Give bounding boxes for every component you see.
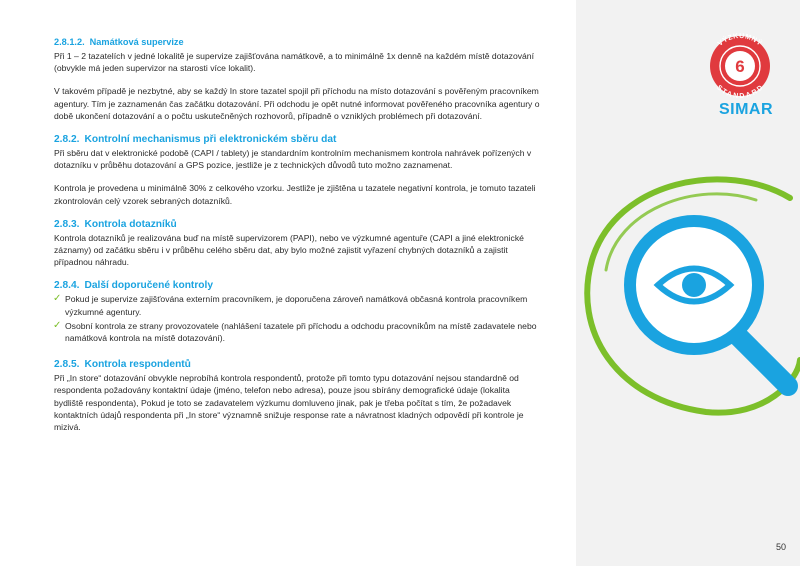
checkmark-icon: ✓ — [53, 319, 62, 331]
section-dalsi-kontroly — [54, 279, 540, 344]
badge-top-text: VÝZKUMNÝ — [716, 32, 764, 48]
page-number: 50 — [775, 542, 786, 552]
section-heading — [54, 279, 540, 292]
section-title: Namátková supervize — [89, 37, 184, 47]
brand-logo-text: SIMAR — [718, 101, 774, 118]
list-item-text: Pokud je supervize zajišťována externím pracovníkem, je doporučena zároveň namátková občasná kontrola pracovníkem výzkumné agentury. — [65, 294, 528, 317]
standard-badge — [700, 28, 780, 100]
section-heading — [54, 36, 540, 49]
paragraph: V takovém případě je nezbytné, aby se každý In store tazatel spojil při příchodu na místo dotazování s pověřeným pracovníkem agentury. Tím je zaznamenán čas začátku dotazování. Při odchodu je opět nutné informovat pověřeného pracovníka agentury o době ukončení dotazování a o počtu uskutečněných rozhovorů, případně o vzniklých problémech při dotazování. — [54, 86, 540, 121]
section-kontrolni-mechanismus — [54, 133, 540, 207]
section-namatkova-supervize — [54, 36, 540, 122]
badge-number: 6 — [735, 57, 745, 76]
list-item-text: Osobní kontrola ze strany provozovatele (nahlášení tazatele při příchodu a odchodu pracovníkům na místě zadavatele nebo namátková kontrola na místě dotazování). — [65, 320, 537, 344]
section-number: 2.8.4. — [54, 280, 80, 292]
paragraph: Kontrola je provedena u minimálně 30% z celkového vzorku. Jestliže je zjištěna u tazatele negativní kontrola, je tomuto tazateli zkontrolován celý vzorek sebraných dotazníků. — [54, 183, 536, 206]
section-number: 2.8.3. — [54, 218, 80, 230]
section-kontrola-dotazniku — [54, 218, 540, 269]
checkmark-icon: ✓ — [53, 293, 62, 305]
section-title: Kontrolní mechanismus při elektronickém sběru dat — [84, 134, 337, 146]
list-item — [54, 320, 540, 344]
paragraph: Při sběru dat v elektronické podobě (CAPI / tablety) je standardním kontrolním mechanismem kontrola nahrávek pořízených v dotazníku v průběhu dotazování a GPS pozice, jestliže je z technických důvodů tuto možno zaznamenat. — [54, 148, 532, 171]
list-item — [54, 293, 540, 317]
paragraph: Kontrola dotazníků je realizována buď na místě supervizorem (PAPI), nebo ve výzkumné agentuře (CAPI a jiné elektronické záznamy) od začátku sběru i v průběhu celého sběru dat, aby bylo možné zajistit vyřazení chybných dotazníků a zajistit případnou náhradu. — [54, 232, 524, 268]
paragraph: Při „In store“ dotazování obvykle neprobíhá kontrola respondentů, protože při tomto typu dotazování nejsou standardně od respondenta požadovány kontaktní údaje (jméno, telefon nebo adresa), pouze jsou sbírány demografické údaje (lokalita bydliště respondenta), Pokud je toto se zadavatelem výzkumu domluveno jinak, pak je třeba počítat s tím, že požadavek kontaktních údajů respondenta při „In store“ významně snižuje response rate a návratnost kladných odpovědí při kontrole je mizivá. — [54, 373, 524, 433]
section-title: Kontrola respondentů — [84, 359, 191, 371]
paragraph: Při 1 – 2 tazatelích v jedné lokalitě je supervize zajišťována namátkově, a to minimálně 1x denně na každém místě dotazování (obvykle má jeden supervizor na starosti více lokalit). — [54, 51, 534, 74]
magnifier-eye-icon — [576, 160, 800, 420]
section-heading — [54, 133, 540, 146]
section-title: Kontrola dotazníků — [84, 218, 177, 230]
section-heading — [54, 218, 540, 231]
section-number: 2.8.2. — [54, 134, 80, 146]
section-number: 2.8.1.2. — [54, 37, 85, 47]
checklist — [54, 293, 540, 344]
section-number: 2.8.5. — [54, 359, 80, 371]
main-content — [54, 36, 540, 444]
badge-bottom-text: STANDARD — [715, 84, 765, 100]
section-kontrola-respondentu — [54, 358, 540, 433]
magnifier-handle — [732, 330, 788, 386]
section-title: Další doporučené kontroly — [84, 280, 213, 292]
section-heading — [54, 358, 540, 371]
